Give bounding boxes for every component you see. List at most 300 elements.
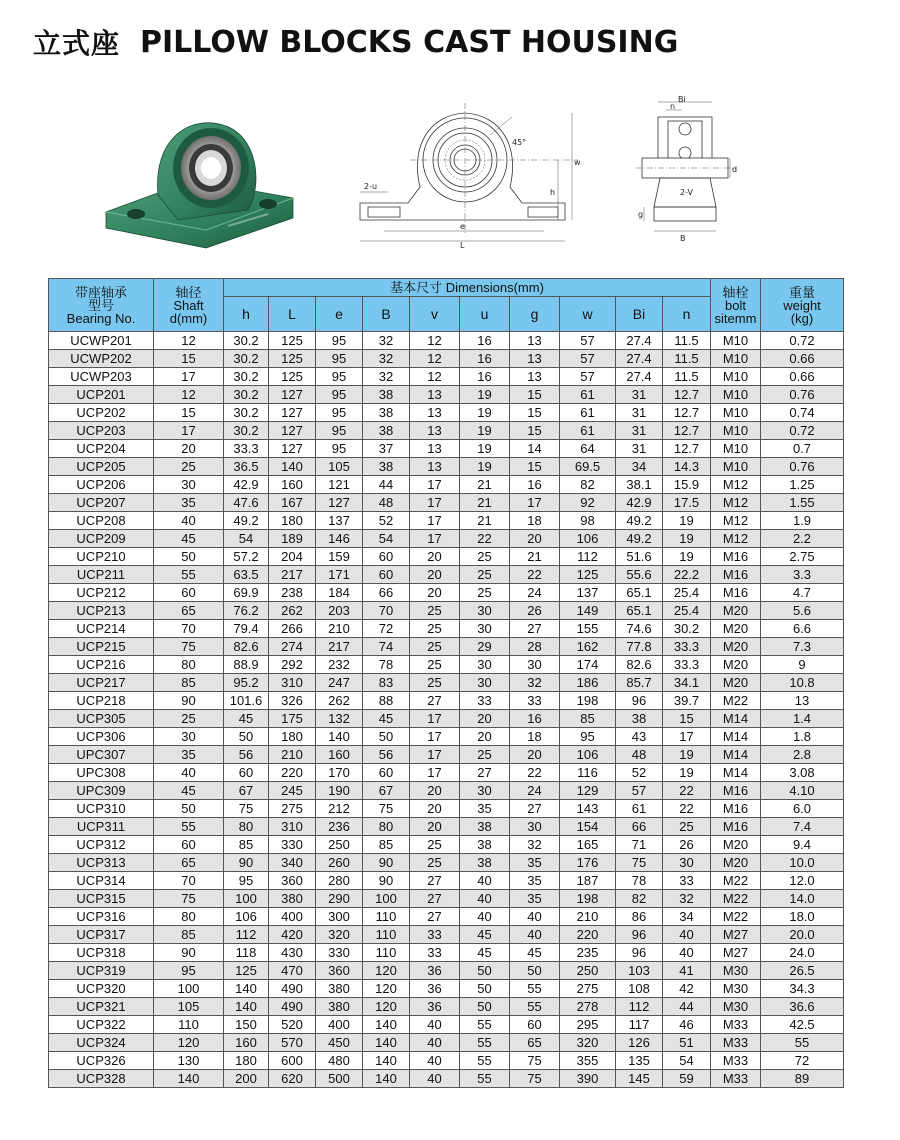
table-cell: 74.6 bbox=[616, 620, 663, 638]
table-cell: 48 bbox=[363, 494, 410, 512]
table-cell: 69.9 bbox=[224, 584, 269, 602]
table-cell: 49.2 bbox=[616, 530, 663, 548]
table-cell: 57 bbox=[560, 368, 616, 386]
table-cell: 31 bbox=[616, 440, 663, 458]
table-cell: UCP319 bbox=[49, 962, 154, 980]
table-cell: 292 bbox=[269, 656, 316, 674]
table-cell: 13 bbox=[410, 404, 460, 422]
table-cell: 52 bbox=[616, 764, 663, 782]
table-cell: 17 bbox=[510, 494, 560, 512]
table-cell: M22 bbox=[711, 692, 761, 710]
table-cell: 2.8 bbox=[761, 746, 844, 764]
table-cell: 320 bbox=[316, 926, 363, 944]
table-row bbox=[49, 692, 844, 710]
table-cell: 110 bbox=[363, 944, 410, 962]
table-cell: 112 bbox=[224, 926, 269, 944]
table-cell: 184 bbox=[316, 584, 363, 602]
table-cell: 45 bbox=[154, 782, 224, 800]
table-cell: 145 bbox=[616, 1070, 663, 1088]
table-cell: M16 bbox=[711, 818, 761, 836]
table-cell: 1.8 bbox=[761, 728, 844, 746]
table-cell: 278 bbox=[560, 998, 616, 1016]
angle-label: 45° bbox=[512, 138, 527, 147]
table-cell: 38 bbox=[616, 710, 663, 728]
table-cell: 95 bbox=[316, 404, 363, 422]
table-cell: 15 bbox=[663, 710, 711, 728]
table-cell: 140 bbox=[363, 1070, 410, 1088]
table-cell: UCP217 bbox=[49, 674, 154, 692]
table-cell: 75 bbox=[616, 854, 663, 872]
front-view-drawing bbox=[340, 95, 590, 250]
e-label: e bbox=[460, 222, 465, 231]
table-cell: M20 bbox=[711, 674, 761, 692]
table-row bbox=[49, 944, 844, 962]
table-cell: M20 bbox=[711, 602, 761, 620]
table-cell: 12.7 bbox=[663, 422, 711, 440]
table-cell: 34.3 bbox=[761, 980, 844, 998]
table-cell: 360 bbox=[269, 872, 316, 890]
table-cell: 275 bbox=[269, 800, 316, 818]
table-cell: 380 bbox=[316, 998, 363, 1016]
table-cell: 245 bbox=[269, 782, 316, 800]
table-cell: 310 bbox=[269, 674, 316, 692]
table-cell: 22.2 bbox=[663, 566, 711, 584]
table-cell: 190 bbox=[316, 782, 363, 800]
table-cell: 17.5 bbox=[663, 494, 711, 512]
table-cell: 130 bbox=[154, 1052, 224, 1070]
table-cell: 12 bbox=[410, 332, 460, 350]
table-cell: 295 bbox=[560, 1016, 616, 1034]
table-cell: 33 bbox=[460, 692, 510, 710]
table-cell: UCP328 bbox=[49, 1070, 154, 1088]
table-cell: 10.0 bbox=[761, 854, 844, 872]
table-cell: 27 bbox=[510, 800, 560, 818]
table-cell: 140 bbox=[363, 1016, 410, 1034]
table-cell: UCWP202 bbox=[49, 350, 154, 368]
table-cell: 15 bbox=[510, 404, 560, 422]
table-cell: 26.5 bbox=[761, 962, 844, 980]
table-cell: 65.1 bbox=[616, 584, 663, 602]
table-cell: 54 bbox=[663, 1052, 711, 1070]
table-cell: 60 bbox=[363, 566, 410, 584]
table-cell: 9 bbox=[761, 656, 844, 674]
table-cell: UCP214 bbox=[49, 620, 154, 638]
table-cell: UCP305 bbox=[49, 710, 154, 728]
table-cell: 24 bbox=[510, 782, 560, 800]
table-cell: 25 bbox=[410, 620, 460, 638]
table-cell: UCP306 bbox=[49, 728, 154, 746]
table-cell: 13 bbox=[410, 386, 460, 404]
table-row bbox=[49, 908, 844, 926]
table-cell: 250 bbox=[560, 962, 616, 980]
table-cell: 30.2 bbox=[224, 404, 269, 422]
table-cell: 30 bbox=[154, 476, 224, 494]
table-cell: 13 bbox=[410, 458, 460, 476]
table-cell: 20 bbox=[410, 548, 460, 566]
table-cell: 17 bbox=[410, 512, 460, 530]
table-cell: 32 bbox=[363, 350, 410, 368]
table-cell: 106 bbox=[560, 530, 616, 548]
table-cell: 12 bbox=[410, 368, 460, 386]
table-cell: 220 bbox=[560, 926, 616, 944]
table-cell: 54 bbox=[363, 530, 410, 548]
table-cell: 17 bbox=[410, 764, 460, 782]
table-cell: 600 bbox=[269, 1052, 316, 1070]
table-cell: 380 bbox=[269, 890, 316, 908]
table-cell: 171 bbox=[316, 566, 363, 584]
table-cell: 88.9 bbox=[224, 656, 269, 674]
table-cell: UCP318 bbox=[49, 944, 154, 962]
table-cell: 50 bbox=[154, 548, 224, 566]
table-cell: 25 bbox=[410, 656, 460, 674]
w-label: w bbox=[574, 158, 581, 167]
table-cell: M22 bbox=[711, 908, 761, 926]
table-row bbox=[49, 476, 844, 494]
table-cell: 25 bbox=[460, 746, 510, 764]
table-cell: UCP201 bbox=[49, 386, 154, 404]
header-bolt: 轴栓 bolt sitemm bbox=[711, 279, 761, 332]
table-cell: 95 bbox=[224, 872, 269, 890]
table-cell: 210 bbox=[316, 620, 363, 638]
table-cell: 490 bbox=[269, 998, 316, 1016]
table-cell: 70 bbox=[363, 602, 410, 620]
table-cell: 12.7 bbox=[663, 386, 711, 404]
table-cell: 20 bbox=[460, 710, 510, 728]
table-row bbox=[49, 1016, 844, 1034]
table-cell: 36 bbox=[410, 998, 460, 1016]
table-cell: 217 bbox=[316, 638, 363, 656]
table-cell: 127 bbox=[269, 422, 316, 440]
table-cell: UCP216 bbox=[49, 656, 154, 674]
table-cell: 19 bbox=[663, 764, 711, 782]
table-cell: 140 bbox=[363, 1052, 410, 1070]
table-cell: 14 bbox=[510, 440, 560, 458]
table-cell: 60 bbox=[363, 764, 410, 782]
table-cell: 43 bbox=[616, 728, 663, 746]
table-cell: 80 bbox=[154, 656, 224, 674]
table-cell: 140 bbox=[316, 728, 363, 746]
table-cell: M16 bbox=[711, 584, 761, 602]
table-cell: 27.4 bbox=[616, 368, 663, 386]
table-cell: 20 bbox=[154, 440, 224, 458]
table-cell: 64 bbox=[560, 440, 616, 458]
d-label: d bbox=[732, 165, 738, 174]
table-row bbox=[49, 332, 844, 350]
table-cell: 6.6 bbox=[761, 620, 844, 638]
table-cell: M27 bbox=[711, 944, 761, 962]
table-cell: 19 bbox=[460, 422, 510, 440]
header-dim-g: g bbox=[510, 297, 560, 332]
table-cell: 22 bbox=[510, 566, 560, 584]
table-cell: 82.6 bbox=[616, 656, 663, 674]
table-cell: M20 bbox=[711, 638, 761, 656]
table-cell: 232 bbox=[316, 656, 363, 674]
table-cell: 120 bbox=[154, 1034, 224, 1052]
table-cell: 3.3 bbox=[761, 566, 844, 584]
table-cell: 400 bbox=[269, 908, 316, 926]
table-cell: 11.5 bbox=[663, 332, 711, 350]
table-cell: 88 bbox=[363, 692, 410, 710]
table-cell: 85 bbox=[224, 836, 269, 854]
table-cell: 132 bbox=[316, 710, 363, 728]
table-cell: 61 bbox=[616, 800, 663, 818]
table-cell: 36 bbox=[410, 962, 460, 980]
table-cell: UCP212 bbox=[49, 584, 154, 602]
table-cell: 203 bbox=[316, 602, 363, 620]
table-cell: 95 bbox=[154, 962, 224, 980]
table-cell: 72 bbox=[761, 1052, 844, 1070]
table-cell: 29 bbox=[460, 638, 510, 656]
table-cell: 67 bbox=[363, 782, 410, 800]
table-row bbox=[49, 548, 844, 566]
table-cell: 125 bbox=[560, 566, 616, 584]
table-cell: 220 bbox=[269, 764, 316, 782]
table-cell: M30 bbox=[711, 962, 761, 980]
table-cell: M33 bbox=[711, 1070, 761, 1088]
table-cell: 105 bbox=[154, 998, 224, 1016]
table-cell: 167 bbox=[269, 494, 316, 512]
table-cell: 28 bbox=[510, 638, 560, 656]
table-cell: 98 bbox=[560, 512, 616, 530]
table-cell: 78 bbox=[616, 872, 663, 890]
table-cell: M10 bbox=[711, 368, 761, 386]
table-cell: M33 bbox=[711, 1052, 761, 1070]
table-cell: M10 bbox=[711, 440, 761, 458]
table-cell: 42 bbox=[663, 980, 711, 998]
table-cell: 13 bbox=[510, 332, 560, 350]
table-cell: 96 bbox=[616, 944, 663, 962]
table-cell: 72 bbox=[363, 620, 410, 638]
table-cell: 31 bbox=[616, 386, 663, 404]
table-row bbox=[49, 836, 844, 854]
table-cell: 33.3 bbox=[663, 656, 711, 674]
table-cell: 0.66 bbox=[761, 350, 844, 368]
table-cell: UCP313 bbox=[49, 854, 154, 872]
table-cell: 45 bbox=[510, 944, 560, 962]
table-cell: 0.76 bbox=[761, 386, 844, 404]
table-cell: 37 bbox=[363, 440, 410, 458]
table-cell: 19 bbox=[460, 440, 510, 458]
table-cell: 5.6 bbox=[761, 602, 844, 620]
header-shaft: 轴径 Shaft d(mm) bbox=[154, 279, 224, 332]
table-cell: 57.2 bbox=[224, 548, 269, 566]
table-row bbox=[49, 620, 844, 638]
table-cell: 0.66 bbox=[761, 368, 844, 386]
table-row bbox=[49, 368, 844, 386]
table-cell: 42.5 bbox=[761, 1016, 844, 1034]
table-cell: M12 bbox=[711, 476, 761, 494]
table-cell: 13 bbox=[510, 368, 560, 386]
table-cell: 38.1 bbox=[616, 476, 663, 494]
table-cell: 236 bbox=[316, 818, 363, 836]
table-cell: 55 bbox=[460, 1034, 510, 1052]
table-cell: 200 bbox=[224, 1070, 269, 1088]
table-cell: 85 bbox=[363, 836, 410, 854]
table-cell: 65 bbox=[154, 602, 224, 620]
table-cell: 30 bbox=[460, 782, 510, 800]
table-cell: 31 bbox=[616, 404, 663, 422]
table-cell: M30 bbox=[711, 980, 761, 998]
table-cell: 44 bbox=[363, 476, 410, 494]
table-cell: 30.2 bbox=[224, 332, 269, 350]
table-cell: 35 bbox=[460, 800, 510, 818]
table-cell: 34.1 bbox=[663, 674, 711, 692]
table-cell: M12 bbox=[711, 512, 761, 530]
table-row bbox=[49, 566, 844, 584]
table-row bbox=[49, 494, 844, 512]
table-cell: 198 bbox=[560, 890, 616, 908]
table-cell: 61 bbox=[560, 422, 616, 440]
table-cell: 33 bbox=[410, 944, 460, 962]
table-cell: 100 bbox=[224, 890, 269, 908]
table-cell: 70 bbox=[154, 620, 224, 638]
table-cell: 13 bbox=[761, 692, 844, 710]
table-cell: 127 bbox=[269, 386, 316, 404]
table-cell: 20 bbox=[460, 728, 510, 746]
table-cell: 120 bbox=[363, 980, 410, 998]
table-cell: 480 bbox=[316, 1052, 363, 1070]
table-cell: 150 bbox=[224, 1016, 269, 1034]
table-cell: 247 bbox=[316, 674, 363, 692]
table-cell: 85 bbox=[154, 674, 224, 692]
table-cell: 380 bbox=[316, 980, 363, 998]
table-cell: 25 bbox=[460, 584, 510, 602]
table-cell: 90 bbox=[363, 872, 410, 890]
header-dim-h: h bbox=[224, 297, 269, 332]
table-cell: 17 bbox=[410, 494, 460, 512]
table-cell: 38 bbox=[363, 458, 410, 476]
table-cell: 17 bbox=[410, 746, 460, 764]
table-cell: 22 bbox=[510, 764, 560, 782]
title-english: PILLOW BLOCKS CAST HOUSING bbox=[140, 24, 679, 60]
table-cell: 40 bbox=[663, 944, 711, 962]
table-cell: 500 bbox=[316, 1070, 363, 1088]
h-label: h bbox=[550, 188, 556, 197]
table-cell: 55 bbox=[460, 1052, 510, 1070]
table-cell: 450 bbox=[316, 1034, 363, 1052]
table-cell: 30 bbox=[510, 656, 560, 674]
table-cell: 2.75 bbox=[761, 548, 844, 566]
table-cell: 25 bbox=[154, 710, 224, 728]
table-cell: 27.4 bbox=[616, 332, 663, 350]
table-cell: 570 bbox=[269, 1034, 316, 1052]
table-cell: 25 bbox=[410, 836, 460, 854]
table-row bbox=[49, 638, 844, 656]
table-cell: 176 bbox=[560, 854, 616, 872]
table-cell: 125 bbox=[224, 962, 269, 980]
table-cell: 108 bbox=[616, 980, 663, 998]
table-cell: 27 bbox=[410, 890, 460, 908]
table-cell: UCP206 bbox=[49, 476, 154, 494]
table-cell: 165 bbox=[560, 836, 616, 854]
table-cell: 89 bbox=[761, 1070, 844, 1088]
table-cell: 59 bbox=[663, 1070, 711, 1088]
table-cell: 22 bbox=[460, 530, 510, 548]
table-cell: 17 bbox=[410, 530, 460, 548]
table-cell: 79.4 bbox=[224, 620, 269, 638]
header-dim-v: v bbox=[410, 297, 460, 332]
table-cell: 75 bbox=[154, 638, 224, 656]
table-cell: UCP312 bbox=[49, 836, 154, 854]
table-cell: 180 bbox=[269, 512, 316, 530]
table-cell: 18 bbox=[510, 512, 560, 530]
table-cell: 67 bbox=[224, 782, 269, 800]
table-cell: 16 bbox=[460, 350, 510, 368]
table-cell: 55 bbox=[510, 980, 560, 998]
table-cell: 40 bbox=[663, 926, 711, 944]
table-cell: 95 bbox=[316, 386, 363, 404]
table-row bbox=[49, 926, 844, 944]
table-cell: 82.6 bbox=[224, 638, 269, 656]
table-cell: 34 bbox=[663, 908, 711, 926]
table-cell: 27 bbox=[410, 692, 460, 710]
table-cell: 26 bbox=[510, 602, 560, 620]
table-cell: 33 bbox=[410, 926, 460, 944]
table-cell: 36.5 bbox=[224, 458, 269, 476]
table-cell: UCP210 bbox=[49, 548, 154, 566]
table-row bbox=[49, 764, 844, 782]
table-row bbox=[49, 584, 844, 602]
table-cell: 105 bbox=[316, 458, 363, 476]
table-cell: 35 bbox=[510, 872, 560, 890]
table-cell: 187 bbox=[560, 872, 616, 890]
table-cell: 129 bbox=[560, 782, 616, 800]
table-cell: 137 bbox=[560, 584, 616, 602]
table-cell: 33 bbox=[510, 692, 560, 710]
table-cell: 40 bbox=[154, 512, 224, 530]
table-cell: 250 bbox=[316, 836, 363, 854]
table-cell: M27 bbox=[711, 926, 761, 944]
table-cell: 25 bbox=[663, 818, 711, 836]
table-cell: UCP207 bbox=[49, 494, 154, 512]
table-cell: 180 bbox=[224, 1052, 269, 1070]
table-row bbox=[49, 656, 844, 674]
table-cell: 160 bbox=[316, 746, 363, 764]
table-row bbox=[49, 422, 844, 440]
table-cell: 40 bbox=[410, 1052, 460, 1070]
table-cell: 25 bbox=[460, 548, 510, 566]
table-row bbox=[49, 728, 844, 746]
table-cell: 21 bbox=[460, 476, 510, 494]
table-cell: UPC308 bbox=[49, 764, 154, 782]
table-cell: 12.7 bbox=[663, 440, 711, 458]
table-cell: 32 bbox=[663, 890, 711, 908]
table-cell: 15 bbox=[510, 386, 560, 404]
table-cell: 117 bbox=[616, 1016, 663, 1034]
table-cell: 40 bbox=[510, 908, 560, 926]
table-cell: 140 bbox=[154, 1070, 224, 1088]
table-cell: 85 bbox=[154, 926, 224, 944]
table-cell: 27 bbox=[510, 620, 560, 638]
table-row bbox=[49, 458, 844, 476]
table-row bbox=[49, 782, 844, 800]
table-cell: 35 bbox=[154, 746, 224, 764]
table-cell: 198 bbox=[560, 692, 616, 710]
table-cell: 66 bbox=[363, 584, 410, 602]
table-cell: 110 bbox=[363, 908, 410, 926]
table-row bbox=[49, 1052, 844, 1070]
table-cell: 13 bbox=[410, 422, 460, 440]
table-cell: 51 bbox=[663, 1034, 711, 1052]
table-cell: 19 bbox=[460, 386, 510, 404]
header-dimensions: 基本尺寸 Dimensions(mm) bbox=[224, 279, 711, 297]
table-cell: 274 bbox=[269, 638, 316, 656]
table-cell: 82 bbox=[616, 890, 663, 908]
table-cell: M12 bbox=[711, 530, 761, 548]
table-cell: 120 bbox=[363, 998, 410, 1016]
table-cell: 63.5 bbox=[224, 566, 269, 584]
table-cell: M10 bbox=[711, 422, 761, 440]
